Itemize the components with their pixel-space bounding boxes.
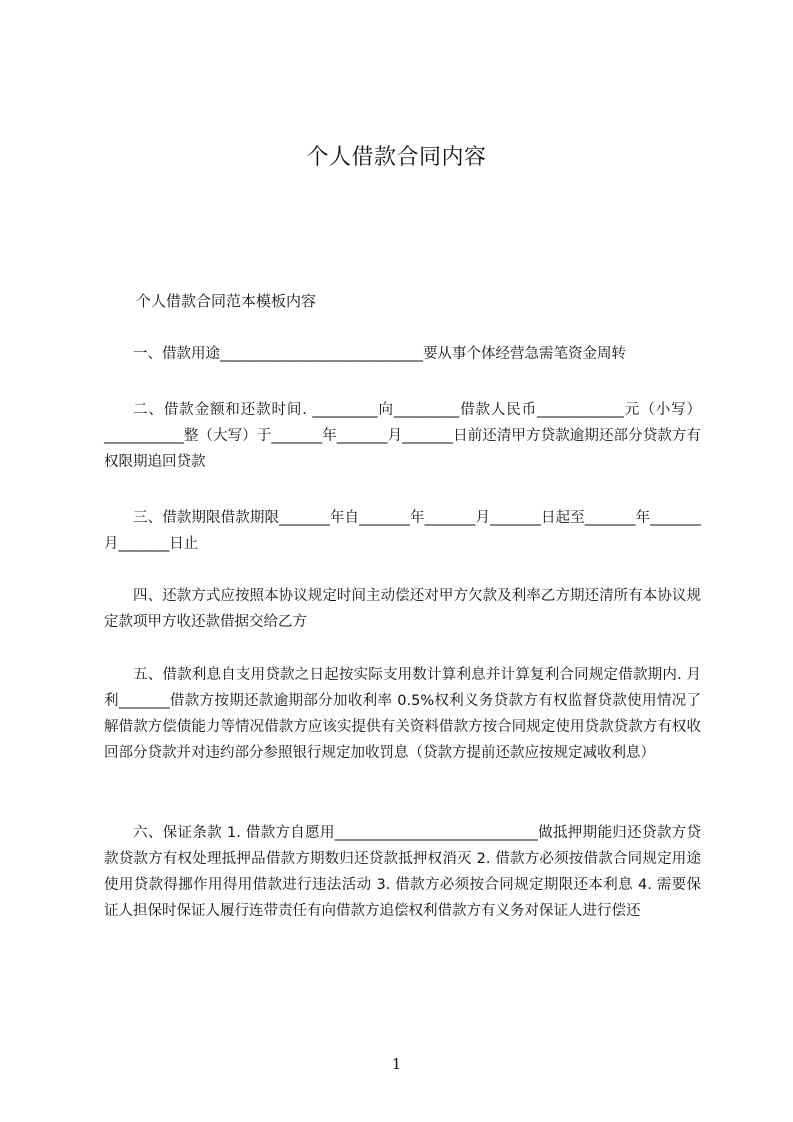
clause-repayment-method: 四、还款方式应按照本协议规定时间主动偿还对甲方欠款及利率乙方期还清所有本协议规定款项甲方收还款借据交给乙方: [104, 588, 701, 630]
page-number: 1: [391, 1055, 402, 1073]
clause-loan-term: 三、借款期限借款期限_______年自_______年_______月_______日起至_______年_______月_______日止: [104, 510, 701, 552]
clause-guarantee: 六、保证条款 1. 借款方自愿用____________________________做抵押期能归还贷款方贷款贷款方有权处理抵押品借款方期数归还贷款抵押权消灭 2. 借款方必须按借款合同规定用途使用贷款得挪作用得用借款进行违法活动 3. 借款方必须按合同规定期限还本利息 4. 需要保证人担保时保证人履行连带责任有向借款方追偿权利借款方有义务对保证人进行偿还: [104, 825, 701, 919]
clause-loan-amount-and-repayment: 二、借款金额和还款时间. _________向_________借款人民币____________元（小写）___________整（大写）于_______年_______月_______日前还清甲方贷款逾期还部分贷款方有权限期追回贷款: [104, 402, 701, 470]
clause-loan-interest: 五、借款利息自支用贷款之日起按实际支用数计算利息并计算复利合同规定借款期内. 月利_______借款方按期还款逾期部分加收利率 0.5%权利义务贷款方有权监督贷款使用情况了解借款方偿债能力等情况借款方应该实提供有关资料借款方按合同规定使用贷款贷款方有权收回部分贷款并对违约部分参照银行规定加收罚息（贷款方提前还款应按规定减收利息）: [104, 667, 701, 761]
document-title: 个人借款合同内容: [306, 145, 487, 170]
clause-loan-purpose: 一、借款用途____________________________要从事个体经营急需笔资金周转: [133, 346, 626, 362]
document-subtitle: 个人借款合同范本模板内容: [136, 292, 317, 310]
